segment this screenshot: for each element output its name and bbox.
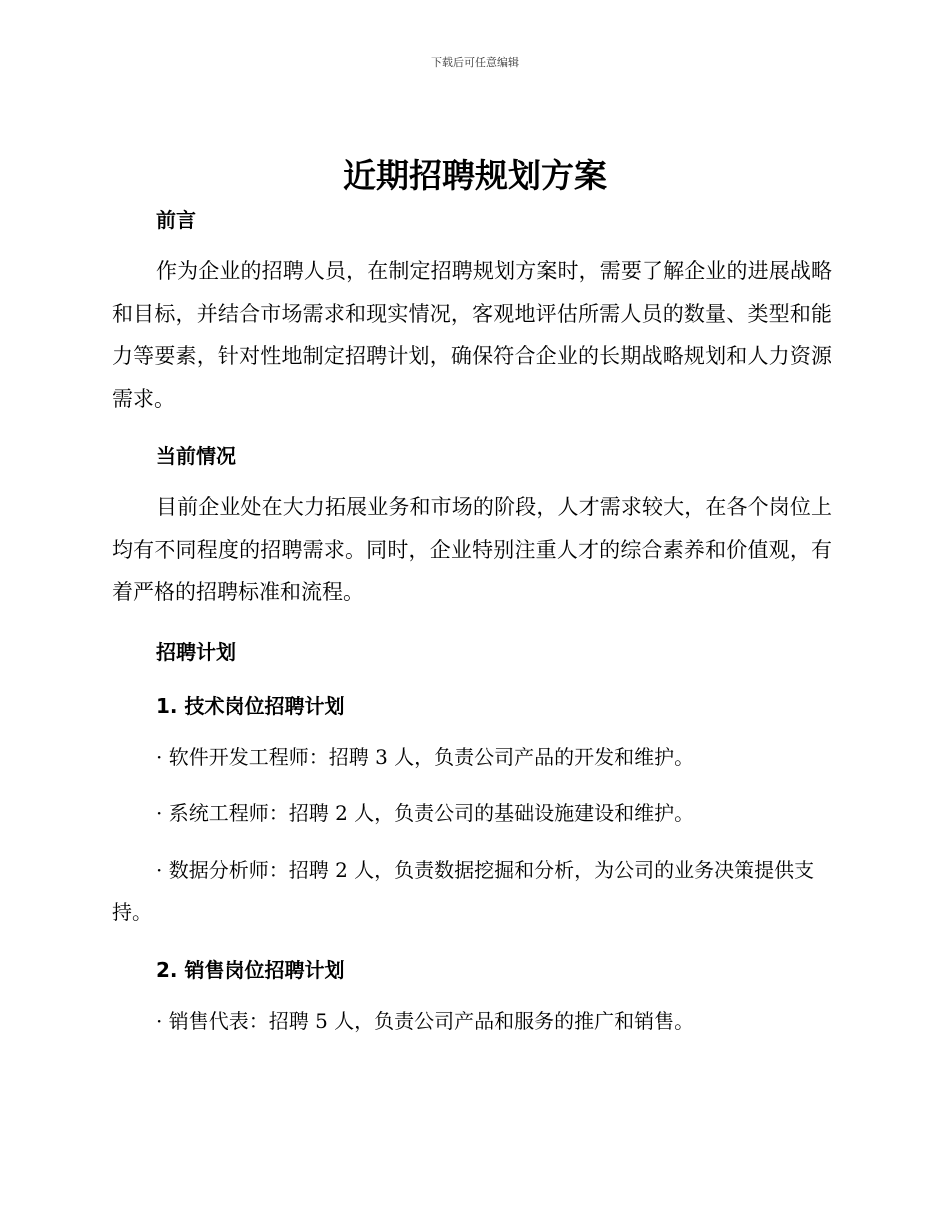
section-heading-current: 当前情况 [156, 444, 236, 468]
document-body [112, 204, 832, 1042]
paragraph-preface: 作为企业的招聘人员，在制定招聘规划方案时，需要了解企业的进展战略和目标，并结合市场需求和现实情况，客观地评估所需人员的数量、类型和能力等要素，针对性地制定招聘计划，确保符合企业的长期战略规划和人力资源需求。 [112, 259, 832, 411]
list-item: · 数据分析师：招聘 2 人，负责数据挖掘和分析，为公司的业务决策提供支持。 [112, 857, 815, 924]
list-item: · 销售代表：招聘 5 人，负责公司产品和服务的推广和销售。 [156, 1008, 695, 1033]
section-heading-preface: 前言 [156, 208, 196, 232]
list-item: · 系统工程师：招聘 2 人，负责公司的基础设施建设和维护。 [156, 801, 695, 825]
paragraph-current: 目前企业处在大力拓展业务和市场的阶段，人才需求较大，在各个岗位上均有不同程度的招聘需求。同时，企业特别注重人才的综合素养和价值观，有着严格的招聘标准和流程。 [112, 495, 832, 604]
section-heading-plan: 招聘计划 [156, 639, 236, 664]
list-item: · 软件开发工程师：招聘 3 人，负责公司产品的开发和维护。 [156, 744, 695, 769]
subsection-heading-sales: 2. 销售岗位招聘计划 [156, 957, 345, 982]
header-note: 下载后可任意编辑 [431, 56, 519, 69]
subsection-heading-tech: 1. 技术岗位招聘计划 [156, 693, 345, 718]
document-title: 近期招聘规划方案 [343, 156, 607, 195]
